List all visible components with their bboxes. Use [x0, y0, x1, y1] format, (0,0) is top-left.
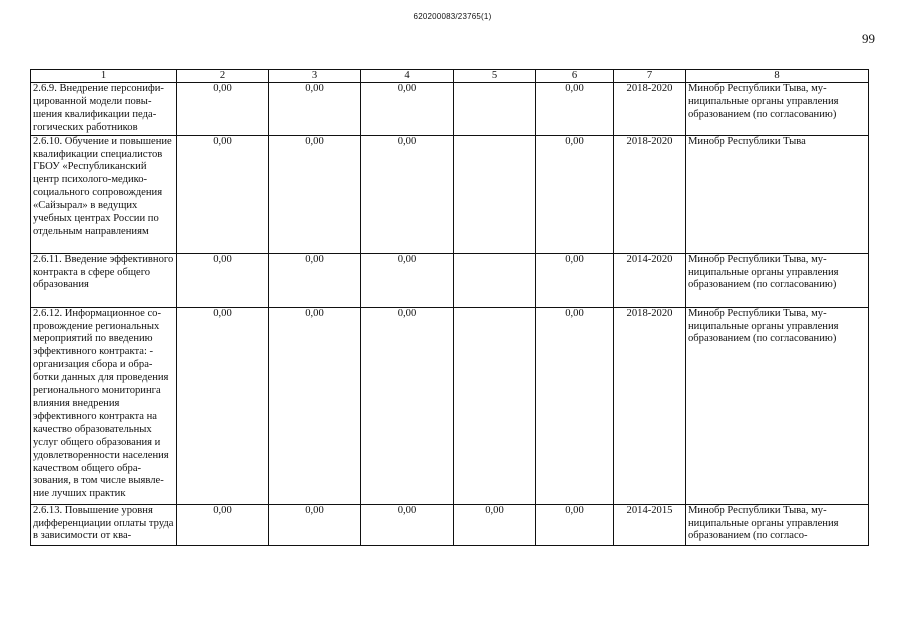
- table-row: [31, 253, 869, 307]
- executor-cell: Минобр Республики Тыва, муниципальные органы управления образованием (по согласованию): [686, 307, 869, 504]
- amount-cell: 0,00: [361, 307, 454, 504]
- column-header: 7: [614, 70, 686, 83]
- table-row: [31, 135, 869, 253]
- period-cell: 2018-2020: [614, 307, 686, 504]
- period-cell: 2014-2020: [614, 253, 686, 307]
- activity-cell: 2.6.11. Введение эффективного контракта в сфере общего образования: [31, 253, 177, 307]
- executor-cell: Минобр Республики Тыва: [686, 135, 869, 253]
- program-table: [30, 69, 869, 546]
- column-header: 2: [177, 70, 269, 83]
- period-cell: 2018-2020: [614, 135, 686, 253]
- page-number: 99: [862, 31, 875, 46]
- amount-cell: [454, 83, 536, 136]
- amount-cell: 0,00: [536, 135, 614, 253]
- document-id: 620200083/23765(1): [413, 12, 492, 21]
- executor-cell: Минобр Республики Тыва, муниципальные органы управления образованием (по согласо-: [686, 504, 869, 545]
- column-header: 3: [269, 70, 361, 83]
- amount-cell: 0,00: [177, 135, 269, 253]
- amount-cell: 0,00: [177, 253, 269, 307]
- activity-cell: 2.6.12. Информационное сопровождение региональных мероприятий по введению эффективного контракта: - организация сбора и обработки данных для проведения регионального мониторинга влияния внедрения эффективного контракта на качество образовательных услуг общего образования и удовлетворенности населения качеством общего образования, в том числе выявление лучших практик: [31, 307, 177, 504]
- amount-cell: 0,00: [177, 504, 269, 545]
- table-row: [31, 307, 869, 504]
- amount-cell: 0,00: [269, 307, 361, 504]
- column-header: 8: [686, 70, 869, 83]
- amount-cell: 0,00: [536, 307, 614, 504]
- amount-cell: 0,00: [177, 83, 269, 136]
- amount-cell: 0,00: [536, 504, 614, 545]
- table-row: [31, 83, 869, 136]
- table-row: [31, 504, 869, 545]
- executor-cell: Минобр Республики Тыва, муниципальные органы управления образованием (по согласованию): [686, 83, 869, 136]
- activity-cell: 2.6.13. Повышение уровня дифференциации оплаты труда в зависимости от ква-: [31, 504, 177, 545]
- amount-cell: [454, 135, 536, 253]
- amount-cell: 0,00: [269, 253, 361, 307]
- amount-cell: 0,00: [177, 307, 269, 504]
- amount-cell: 0,00: [361, 135, 454, 253]
- amount-cell: [454, 253, 536, 307]
- activity-cell: 2.6.10. Обучение и повышение квалификации специалистов ГБОУ «Республиканский центр психолого-медико-социального сопровождения «Сайзырал» в ведущих учебных центрах России по отдельным направлениям: [31, 135, 177, 253]
- column-header: 4: [361, 70, 454, 83]
- period-cell: 2018-2020: [614, 83, 686, 136]
- amount-cell: 0,00: [269, 135, 361, 253]
- activity-cell: 2.6.9. Внедрение персонифицированной модели повышения квалификации педагогических работников: [31, 83, 177, 136]
- amount-cell: 0,00: [269, 83, 361, 136]
- amount-cell: 0,00: [536, 253, 614, 307]
- executor-cell: Минобр Республики Тыва, муниципальные органы управления образованием (по согласованию): [686, 253, 869, 307]
- amount-cell: 0,00: [361, 504, 454, 545]
- column-header: 6: [536, 70, 614, 83]
- column-header: 5: [454, 70, 536, 83]
- amount-cell: 0,00: [269, 504, 361, 545]
- period-cell: 2014-2015: [614, 504, 686, 545]
- header-row: [31, 70, 869, 83]
- amount-cell: 0,00: [536, 83, 614, 136]
- amount-cell: [454, 307, 536, 504]
- amount-cell: 0,00: [361, 83, 454, 136]
- amount-cell: 0,00: [454, 504, 536, 545]
- amount-cell: 0,00: [361, 253, 454, 307]
- column-header: 1: [31, 70, 177, 83]
